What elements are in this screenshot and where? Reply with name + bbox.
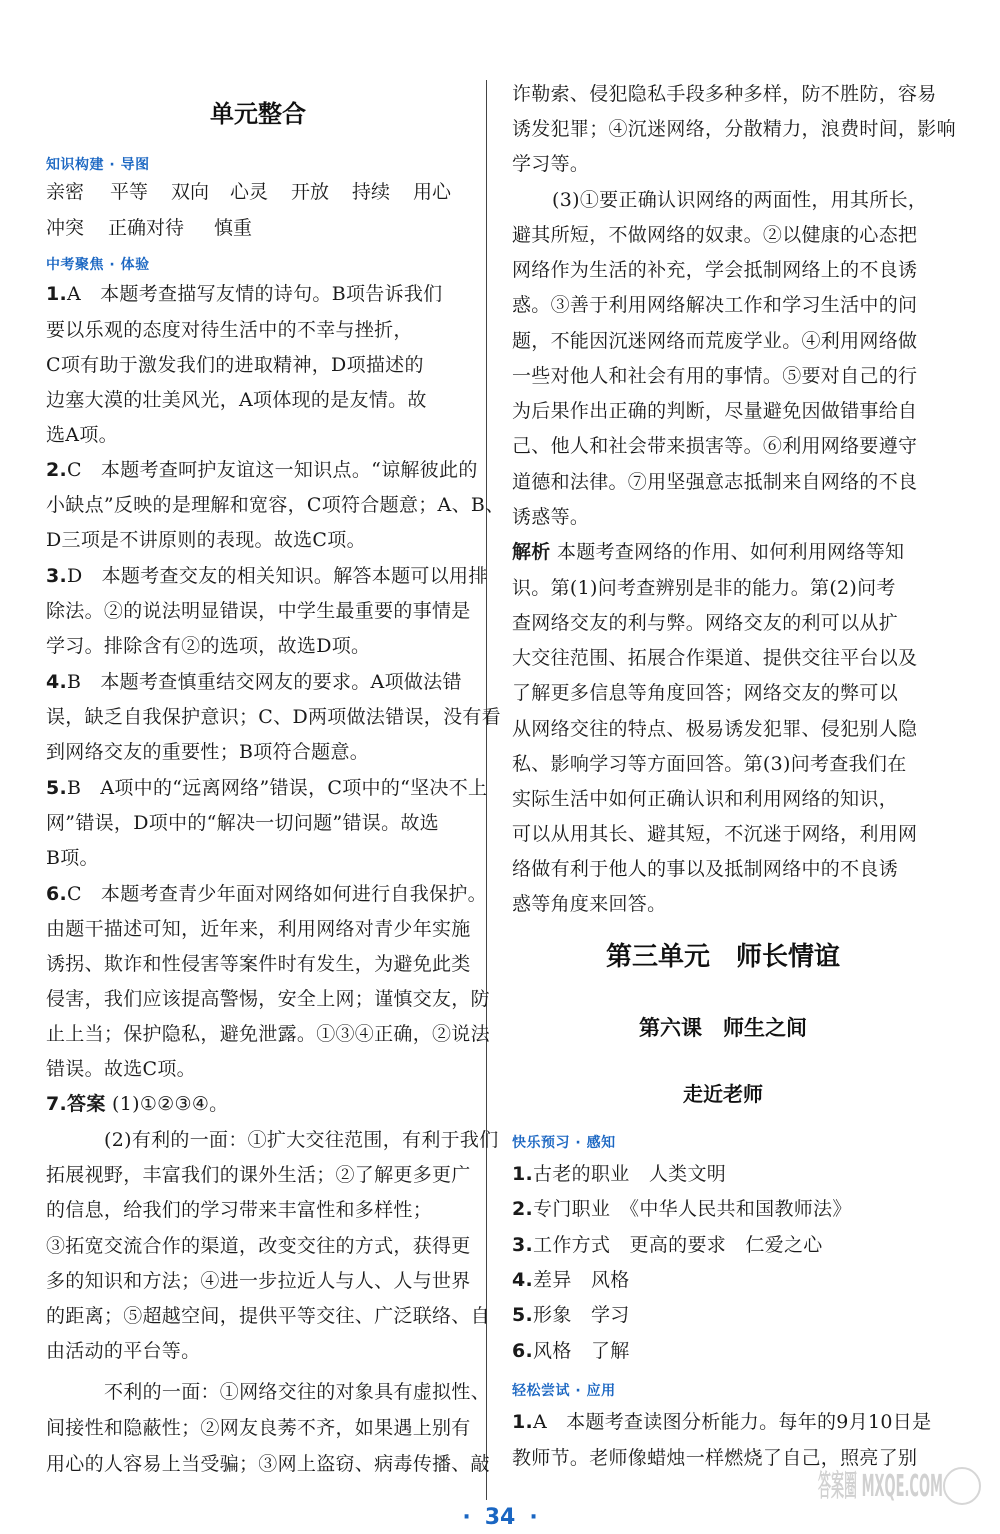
text-line: 一些对他人和社会有用的事情。⑤要对自己的行 [512,365,918,387]
preview-item-1: 1.古老的职业 人类文明 [512,1163,727,1185]
answer-item-1: 1.A 本题考查描写友情的诗句。B项告诉我们 [46,283,443,305]
text-line: 可以从用其长、避其短，不沉迷于网络，利用网 [512,823,918,845]
keyword: 平等 [110,181,149,203]
text-line: 错误。故选C项。 [46,1058,196,1080]
text-line: 为后果作出正确的判断，尽量避免因做错事给自 [512,400,918,422]
text-line: 道德和法律。⑦用坚强意志抵制来自网络的不良 [512,471,918,493]
text-line: C项有助于激发我们的进取精神，D项描述的 [46,354,424,376]
text-line: 识。第(1)问考查辨别是非的能力。第(2)问考 [512,577,896,599]
text-line: 了解更多信息等角度回答；网络交友的弊可以 [512,682,899,704]
text-line: 边塞大漠的壮美风光，A项体现的是友情。故 [46,389,427,411]
text-line: 诱发犯罪；④沉迷网络，分散精力，浪费时间，影响 [512,118,956,140]
text-line: 不利的一面：①网络交往的对象具有虚拟性、 [104,1381,491,1403]
text-line: 避其所短，不做网络的奴隶。②以健康的心态把 [512,224,918,246]
text-line: 网”错误，D项中的“解决一切问题”错误。故选 [46,812,439,834]
text-line: 实际生活中如何正确认识和利用网络的知识， [512,788,899,810]
preview-item-4: 4.差异 风格 [512,1269,630,1291]
text-line: B项。 [46,847,99,869]
text-line: ③拓宽交流合作的渠道，改变交往的方式，获得更 [46,1235,471,1257]
sub-title: 走近老师 [683,1082,763,1106]
answer-item-2: 2.C 本题考查呵护友谊这一知识点。“谅解彼此的 [46,459,478,481]
text-line: 私、影响学习等方面回答。第(3)问考查我们在 [512,753,907,775]
text-line: 拓展视野，丰富我们的课外生活；②了解更多更广 [46,1164,471,1186]
text-line: 惑等角度来回答。 [512,893,667,915]
application-item-1: 1.A 本题考查读图分析能力。每年的9月10日是 [512,1411,932,1433]
text-line: 学习等。 [512,153,590,175]
answer-item-7: 7.答案 (1)①②③④。 [46,1093,229,1115]
text-line: D三项是不讲原则的表现。故选C项。 [46,529,366,551]
page-number: · 34 · [462,1505,538,1530]
text-line: 诈勒索、侵犯隐私手段多种多样，防不胜防，容易 [512,83,937,105]
preview-item-5: 5.形象 学习 [512,1304,630,1326]
watermark-logo [812,1462,987,1528]
text-line: 误，缺乏自我保护意识；C、D两项做法错误，没有看 [46,706,501,728]
text-line: 间接性和隐蔽性；②网友良莠不齐，如果遇上别有 [46,1417,471,1439]
unit-summary-title: 单元整合 [210,100,306,128]
answer-item-3: 3.D 本题考查交友的相关知识。解答本题可以用排 [46,565,488,587]
text-line: 的信息，给我们的学习带来丰富性和多样性； [46,1199,433,1221]
text-line: 到网络交友的重要性；B项符合题意。 [46,741,370,763]
answer-item-4: 4.B 本题考查慎重结交网友的要求。A项做法错 [46,671,462,693]
text-line: 要以乐观的态度对待生活中的不幸与挫折， [46,319,413,341]
text-line: 用心的人容易上当受骗；③网上盗窃、病毒传播、敲 [46,1453,490,1475]
text-line: 大交往范围、拓展合作渠道、提供交往平台以及 [512,647,918,669]
text-line: 惑。③善于利用网络解决工作和学习生活中的问 [512,294,918,316]
text-line: 网络作为生活的补充，学会抵制网络上的不良诱 [512,259,918,281]
section-knowledge-map: 知识构建 · 导图 [46,157,150,173]
preview-item-3: 3.工作方式 更高的要求 仁爱之心 [512,1234,823,1256]
section-preview: 快乐预习 · 感知 [512,1135,616,1151]
section-exam-focus: 中考聚焦 · 体验 [46,257,150,273]
unit-title: 第三单元 师长情谊 [605,942,840,972]
analysis-line: 解析 本题考查网络的作用、如何利用网络等知 [512,541,905,563]
text-line: 题，不能因沉迷网络而荒废学业。④利用网络做 [512,330,918,352]
keyword: 双向 [171,181,210,203]
text-line: 的距离；⑤超越空间，提供平等交往、广泛联络、自 [46,1305,490,1327]
text-line: 己、他人和社会带来损害等。⑥利用网络要遵守 [512,435,918,457]
text-line: 小缺点”反映的是理解和宽容，C项符合题意；A、B、 [46,494,505,516]
text-line: 从网络交往的特点、极易诱发犯罪、侵犯别人隐 [512,718,918,740]
text-line: (2)有利的一面：①扩大交往范围，有利于我们 [104,1129,499,1151]
watermark-text: 答案圈 MXQE.COM [818,1469,943,1504]
keyword: 心灵 [230,181,269,203]
lesson-title: 第六课 师生之间 [639,1016,807,1040]
keyword: 亲密 [46,181,85,203]
keyword: 持续 [352,181,391,203]
text-line: 学习。排除含有②的选项，故选D项。 [46,635,371,657]
answer-item-5: 5.B A项中的“远离网络”错误，C项中的“坚决不上 [46,777,488,799]
text-line: 选A项。 [46,424,118,446]
text-line: 教师节。老师像蜡烛一样燃烧了自己，照亮了别 [512,1447,918,1469]
text-line: 侵害，我们应该提高警惕，安全上网；谨慎交友，防 [46,988,490,1010]
text-line: 除法。②的说法明显错误，中学生最重要的事情是 [46,600,471,622]
text-line: 络做有利于他人的事以及抵制网络中的不良诱 [512,858,899,880]
keyword: 用心 [413,181,452,203]
text-line: 多的知识和方法；④进一步拉近人与人、人与世界 [46,1270,471,1292]
text-line: 诱拐、欺诈和性侵害等案件时有发生，为避免此类 [46,953,471,975]
text-line: (3)①要正确认识网络的两面性，用其所长， [552,189,928,211]
section-application: 轻松尝试 · 应用 [512,1383,616,1399]
preview-item-6: 6.风格 了解 [512,1340,630,1362]
text-line: 由活动的平台等。 [46,1340,201,1362]
keyword: 开放 [291,181,330,203]
keyword: 正确对待 [108,217,185,239]
preview-item-2: 2.专门职业 《中华人民共和国教师法》 [512,1198,852,1220]
text-line: 诱惑等。 [512,506,590,528]
keyword: 冲突 [46,217,85,239]
text-line: 由题干描述可知，近年来，利用网络对青少年实施 [46,918,471,940]
text-line: 止上当；保护隐私，避免泄露。①③④正确，②说法 [46,1023,490,1045]
answer-item-6: 6.C 本题考查青少年面对网络如何进行自我保护。 [46,883,487,905]
text-line: 查网络交友的利与弊。网络交友的利可以从扩 [512,612,899,634]
keyword: 慎重 [214,217,253,239]
